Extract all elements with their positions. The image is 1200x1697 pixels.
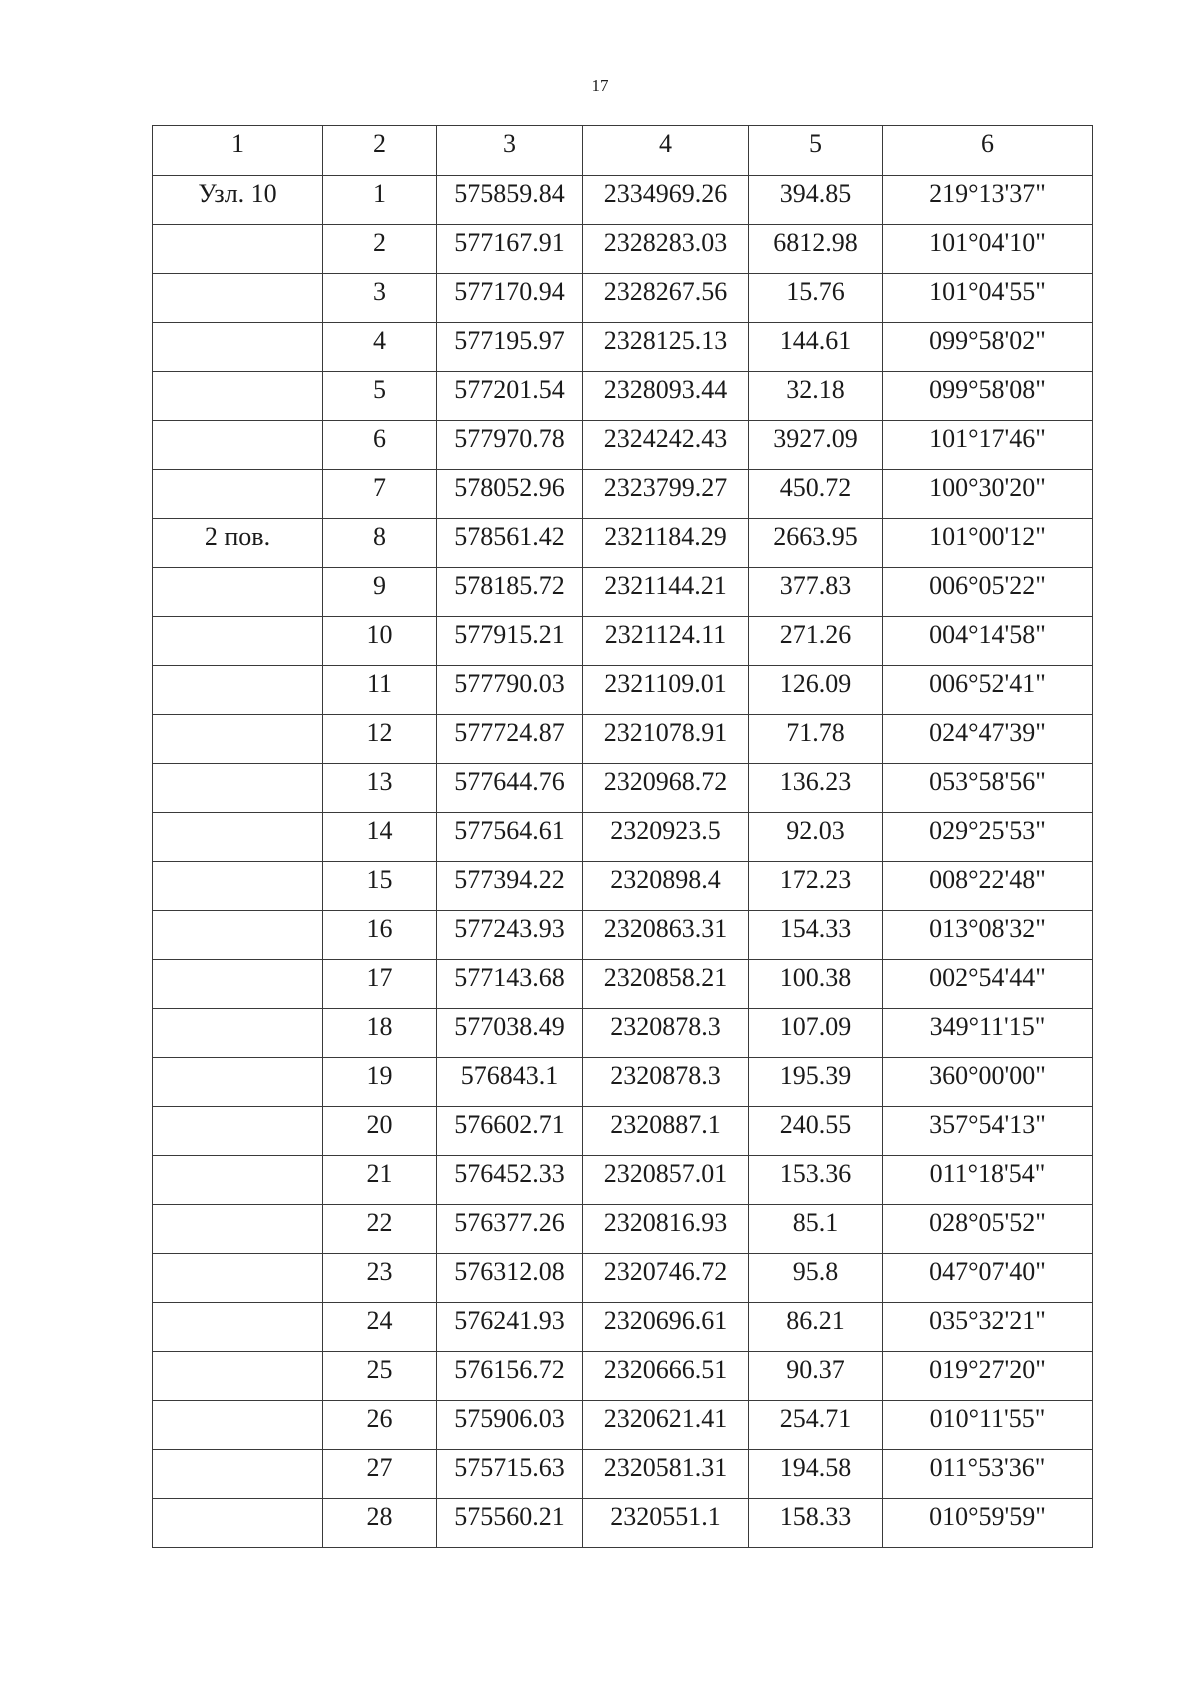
- x-coordinate-cell: 576602.71: [437, 1107, 583, 1156]
- x-coordinate-cell: 576452.33: [437, 1156, 583, 1205]
- table-row: [153, 568, 1093, 617]
- bearing-cell: 101°04'55": [883, 274, 1093, 323]
- section-label-cell: [153, 1107, 323, 1156]
- point-number-cell: 17: [323, 960, 437, 1009]
- distance-cell: 144.61: [749, 323, 883, 372]
- y-coordinate-cell: 2321109.01: [583, 666, 749, 715]
- point-number-cell: 22: [323, 1205, 437, 1254]
- distance-cell: 95.8: [749, 1254, 883, 1303]
- section-label-cell: [153, 1205, 323, 1254]
- distance-cell: 107.09: [749, 1009, 883, 1058]
- y-coordinate-cell: 2320878.3: [583, 1058, 749, 1107]
- column-header-3: 3: [437, 126, 583, 176]
- bearing-cell: 101°00'12": [883, 519, 1093, 568]
- column-header-6: 6: [883, 126, 1093, 176]
- table-row: [153, 1205, 1093, 1254]
- x-coordinate-cell: 578561.42: [437, 519, 583, 568]
- section-label-cell: [153, 1499, 323, 1548]
- x-coordinate-cell: 577038.49: [437, 1009, 583, 1058]
- distance-cell: 6812.98: [749, 225, 883, 274]
- section-label-cell: [153, 666, 323, 715]
- table-row: [153, 1499, 1093, 1548]
- distance-cell: 3927.09: [749, 421, 883, 470]
- table-row: [153, 421, 1093, 470]
- y-coordinate-cell: 2321144.21: [583, 568, 749, 617]
- section-label-cell: [153, 813, 323, 862]
- y-coordinate-cell: 2320696.61: [583, 1303, 749, 1352]
- distance-cell: 85.1: [749, 1205, 883, 1254]
- bearing-cell: 357°54'13": [883, 1107, 1093, 1156]
- section-label-cell: [153, 470, 323, 519]
- y-coordinate-cell: 2334969.26: [583, 176, 749, 225]
- x-coordinate-cell: 577724.87: [437, 715, 583, 764]
- point-number-cell: 25: [323, 1352, 437, 1401]
- table-row: [153, 323, 1093, 372]
- bearing-cell: 219°13'37": [883, 176, 1093, 225]
- point-number-cell: 9: [323, 568, 437, 617]
- bearing-cell: 010°59'59": [883, 1499, 1093, 1548]
- section-label-cell: [153, 911, 323, 960]
- point-number-cell: 13: [323, 764, 437, 813]
- distance-cell: 240.55: [749, 1107, 883, 1156]
- table-row: [153, 1352, 1093, 1401]
- point-number-cell: 5: [323, 372, 437, 421]
- bearing-cell: 101°17'46": [883, 421, 1093, 470]
- y-coordinate-cell: 2320863.31: [583, 911, 749, 960]
- bearing-cell: 047°07'40": [883, 1254, 1093, 1303]
- distance-cell: 195.39: [749, 1058, 883, 1107]
- y-coordinate-cell: 2321184.29: [583, 519, 749, 568]
- point-number-cell: 8: [323, 519, 437, 568]
- point-number-cell: 28: [323, 1499, 437, 1548]
- bearing-cell: 024°47'39": [883, 715, 1093, 764]
- distance-cell: 86.21: [749, 1303, 883, 1352]
- table-row: [153, 813, 1093, 862]
- point-number-cell: 14: [323, 813, 437, 862]
- y-coordinate-cell: 2321124.11: [583, 617, 749, 666]
- table-body: [153, 176, 1093, 1548]
- table-row: [153, 1058, 1093, 1107]
- section-label-cell: [153, 715, 323, 764]
- section-label-cell: [153, 1450, 323, 1499]
- section-label-cell: [153, 960, 323, 1009]
- bearing-cell: 099°58'08": [883, 372, 1093, 421]
- point-number-cell: 23: [323, 1254, 437, 1303]
- y-coordinate-cell: 2320968.72: [583, 764, 749, 813]
- bearing-cell: 035°32'21": [883, 1303, 1093, 1352]
- y-coordinate-cell: 2328283.03: [583, 225, 749, 274]
- bearing-cell: 029°25'53": [883, 813, 1093, 862]
- x-coordinate-cell: 577167.91: [437, 225, 583, 274]
- point-number-cell: 15: [323, 862, 437, 911]
- x-coordinate-cell: 577790.03: [437, 666, 583, 715]
- x-coordinate-cell: 576843.1: [437, 1058, 583, 1107]
- bearing-cell: 019°27'20": [883, 1352, 1093, 1401]
- x-coordinate-cell: 576156.72: [437, 1352, 583, 1401]
- table-row: [153, 911, 1093, 960]
- point-number-cell: 1: [323, 176, 437, 225]
- table-row: [153, 519, 1093, 568]
- section-label-cell: [153, 1401, 323, 1450]
- distance-cell: 394.85: [749, 176, 883, 225]
- point-number-cell: 20: [323, 1107, 437, 1156]
- x-coordinate-cell: 576377.26: [437, 1205, 583, 1254]
- table-row: [153, 960, 1093, 1009]
- point-number-cell: 27: [323, 1450, 437, 1499]
- x-coordinate-cell: 578185.72: [437, 568, 583, 617]
- distance-cell: 154.33: [749, 911, 883, 960]
- x-coordinate-cell: 577915.21: [437, 617, 583, 666]
- distance-cell: 100.38: [749, 960, 883, 1009]
- table-row: [153, 1107, 1093, 1156]
- distance-cell: 172.23: [749, 862, 883, 911]
- y-coordinate-cell: 2323799.27: [583, 470, 749, 519]
- section-label-cell: [153, 1009, 323, 1058]
- distance-cell: 194.58: [749, 1450, 883, 1499]
- bearing-cell: 360°00'00": [883, 1058, 1093, 1107]
- table-row: [153, 372, 1093, 421]
- table-row: [153, 176, 1093, 225]
- column-header-5: 5: [749, 126, 883, 176]
- x-coordinate-cell: 578052.96: [437, 470, 583, 519]
- bearing-cell: 013°08'32": [883, 911, 1093, 960]
- bearing-cell: 349°11'15": [883, 1009, 1093, 1058]
- section-label-cell: 2 пов.: [153, 519, 323, 568]
- table-row: [153, 1401, 1093, 1450]
- x-coordinate-cell: 575560.21: [437, 1499, 583, 1548]
- point-number-cell: 10: [323, 617, 437, 666]
- bearing-cell: 004°14'58": [883, 617, 1093, 666]
- table-row: [153, 470, 1093, 519]
- section-label-cell: [153, 372, 323, 421]
- bearing-cell: 099°58'02": [883, 323, 1093, 372]
- section-label-cell: [153, 274, 323, 323]
- y-coordinate-cell: 2320551.1: [583, 1499, 749, 1548]
- table-row: [153, 1156, 1093, 1205]
- table-row: [153, 862, 1093, 911]
- point-number-cell: 18: [323, 1009, 437, 1058]
- distance-cell: 271.26: [749, 617, 883, 666]
- point-number-cell: 11: [323, 666, 437, 715]
- bearing-cell: 002°54'44": [883, 960, 1093, 1009]
- distance-cell: 153.36: [749, 1156, 883, 1205]
- distance-cell: 15.76: [749, 274, 883, 323]
- x-coordinate-cell: 577970.78: [437, 421, 583, 470]
- y-coordinate-cell: 2320858.21: [583, 960, 749, 1009]
- x-coordinate-cell: 577243.93: [437, 911, 583, 960]
- y-coordinate-cell: 2320887.1: [583, 1107, 749, 1156]
- x-coordinate-cell: 577170.94: [437, 274, 583, 323]
- y-coordinate-cell: 2320923.5: [583, 813, 749, 862]
- section-label-cell: [153, 568, 323, 617]
- bearing-cell: 028°05'52": [883, 1205, 1093, 1254]
- y-coordinate-cell: 2320746.72: [583, 1254, 749, 1303]
- section-label-cell: [153, 1352, 323, 1401]
- point-number-cell: 4: [323, 323, 437, 372]
- y-coordinate-cell: 2320666.51: [583, 1352, 749, 1401]
- table-row: [153, 1303, 1093, 1352]
- y-coordinate-cell: 2320878.3: [583, 1009, 749, 1058]
- section-label-cell: [153, 1058, 323, 1107]
- section-label-cell: [153, 1254, 323, 1303]
- section-label-cell: [153, 617, 323, 666]
- table-row: [153, 1254, 1093, 1303]
- distance-cell: 32.18: [749, 372, 883, 421]
- y-coordinate-cell: 2320581.31: [583, 1450, 749, 1499]
- table-row: [153, 617, 1093, 666]
- bearing-cell: 006°05'22": [883, 568, 1093, 617]
- x-coordinate-cell: 575715.63: [437, 1450, 583, 1499]
- bearing-cell: 100°30'20": [883, 470, 1093, 519]
- x-coordinate-cell: 575906.03: [437, 1401, 583, 1450]
- x-coordinate-cell: 576241.93: [437, 1303, 583, 1352]
- bearing-cell: 101°04'10": [883, 225, 1093, 274]
- bearing-cell: 053°58'56": [883, 764, 1093, 813]
- column-header-1: 1: [153, 126, 323, 176]
- bearing-cell: 011°18'54": [883, 1156, 1093, 1205]
- table-row: [153, 1009, 1093, 1058]
- point-number-cell: 7: [323, 470, 437, 519]
- table-row: [153, 666, 1093, 715]
- distance-cell: 2663.95: [749, 519, 883, 568]
- bearing-cell: 010°11'55": [883, 1401, 1093, 1450]
- distance-cell: 136.23: [749, 764, 883, 813]
- section-label-cell: [153, 1303, 323, 1352]
- y-coordinate-cell: 2320621.41: [583, 1401, 749, 1450]
- column-header-2: 2: [323, 126, 437, 176]
- y-coordinate-cell: 2320816.93: [583, 1205, 749, 1254]
- section-label-cell: [153, 225, 323, 274]
- y-coordinate-cell: 2321078.91: [583, 715, 749, 764]
- point-number-cell: 2: [323, 225, 437, 274]
- table-header-row: [153, 126, 1093, 176]
- table-row: [153, 764, 1093, 813]
- x-coordinate-cell: 575859.84: [437, 176, 583, 225]
- section-label-cell: [153, 421, 323, 470]
- column-header-4: 4: [583, 126, 749, 176]
- table-row: [153, 715, 1093, 764]
- table-row: [153, 1450, 1093, 1499]
- distance-cell: 254.71: [749, 1401, 883, 1450]
- distance-cell: 126.09: [749, 666, 883, 715]
- x-coordinate-cell: 577644.76: [437, 764, 583, 813]
- point-number-cell: 24: [323, 1303, 437, 1352]
- section-label-cell: [153, 323, 323, 372]
- table-row: [153, 225, 1093, 274]
- x-coordinate-cell: 576312.08: [437, 1254, 583, 1303]
- section-label-cell: [153, 764, 323, 813]
- y-coordinate-cell: 2320898.4: [583, 862, 749, 911]
- distance-cell: 90.37: [749, 1352, 883, 1401]
- point-number-cell: 19: [323, 1058, 437, 1107]
- x-coordinate-cell: 577564.61: [437, 813, 583, 862]
- point-number-cell: 21: [323, 1156, 437, 1205]
- y-coordinate-cell: 2328267.56: [583, 274, 749, 323]
- point-number-cell: 12: [323, 715, 437, 764]
- point-number-cell: 3: [323, 274, 437, 323]
- x-coordinate-cell: 577394.22: [437, 862, 583, 911]
- section-label-cell: [153, 862, 323, 911]
- distance-cell: 158.33: [749, 1499, 883, 1548]
- coordinates-table: [152, 125, 1093, 1548]
- distance-cell: 450.72: [749, 470, 883, 519]
- distance-cell: 92.03: [749, 813, 883, 862]
- y-coordinate-cell: 2320857.01: [583, 1156, 749, 1205]
- distance-cell: 71.78: [749, 715, 883, 764]
- table-row: [153, 274, 1093, 323]
- x-coordinate-cell: 577143.68: [437, 960, 583, 1009]
- point-number-cell: 6: [323, 421, 437, 470]
- bearing-cell: 006°52'41": [883, 666, 1093, 715]
- page-number: 17: [591, 76, 609, 95]
- bearing-cell: 008°22'48": [883, 862, 1093, 911]
- distance-cell: 377.83: [749, 568, 883, 617]
- section-label-cell: [153, 1156, 323, 1205]
- point-number-cell: 26: [323, 1401, 437, 1450]
- bearing-cell: 011°53'36": [883, 1450, 1093, 1499]
- x-coordinate-cell: 577195.97: [437, 323, 583, 372]
- x-coordinate-cell: 577201.54: [437, 372, 583, 421]
- y-coordinate-cell: 2328125.13: [583, 323, 749, 372]
- y-coordinate-cell: 2324242.43: [583, 421, 749, 470]
- section-label-cell: Узл. 10: [153, 176, 323, 225]
- y-coordinate-cell: 2328093.44: [583, 372, 749, 421]
- point-number-cell: 16: [323, 911, 437, 960]
